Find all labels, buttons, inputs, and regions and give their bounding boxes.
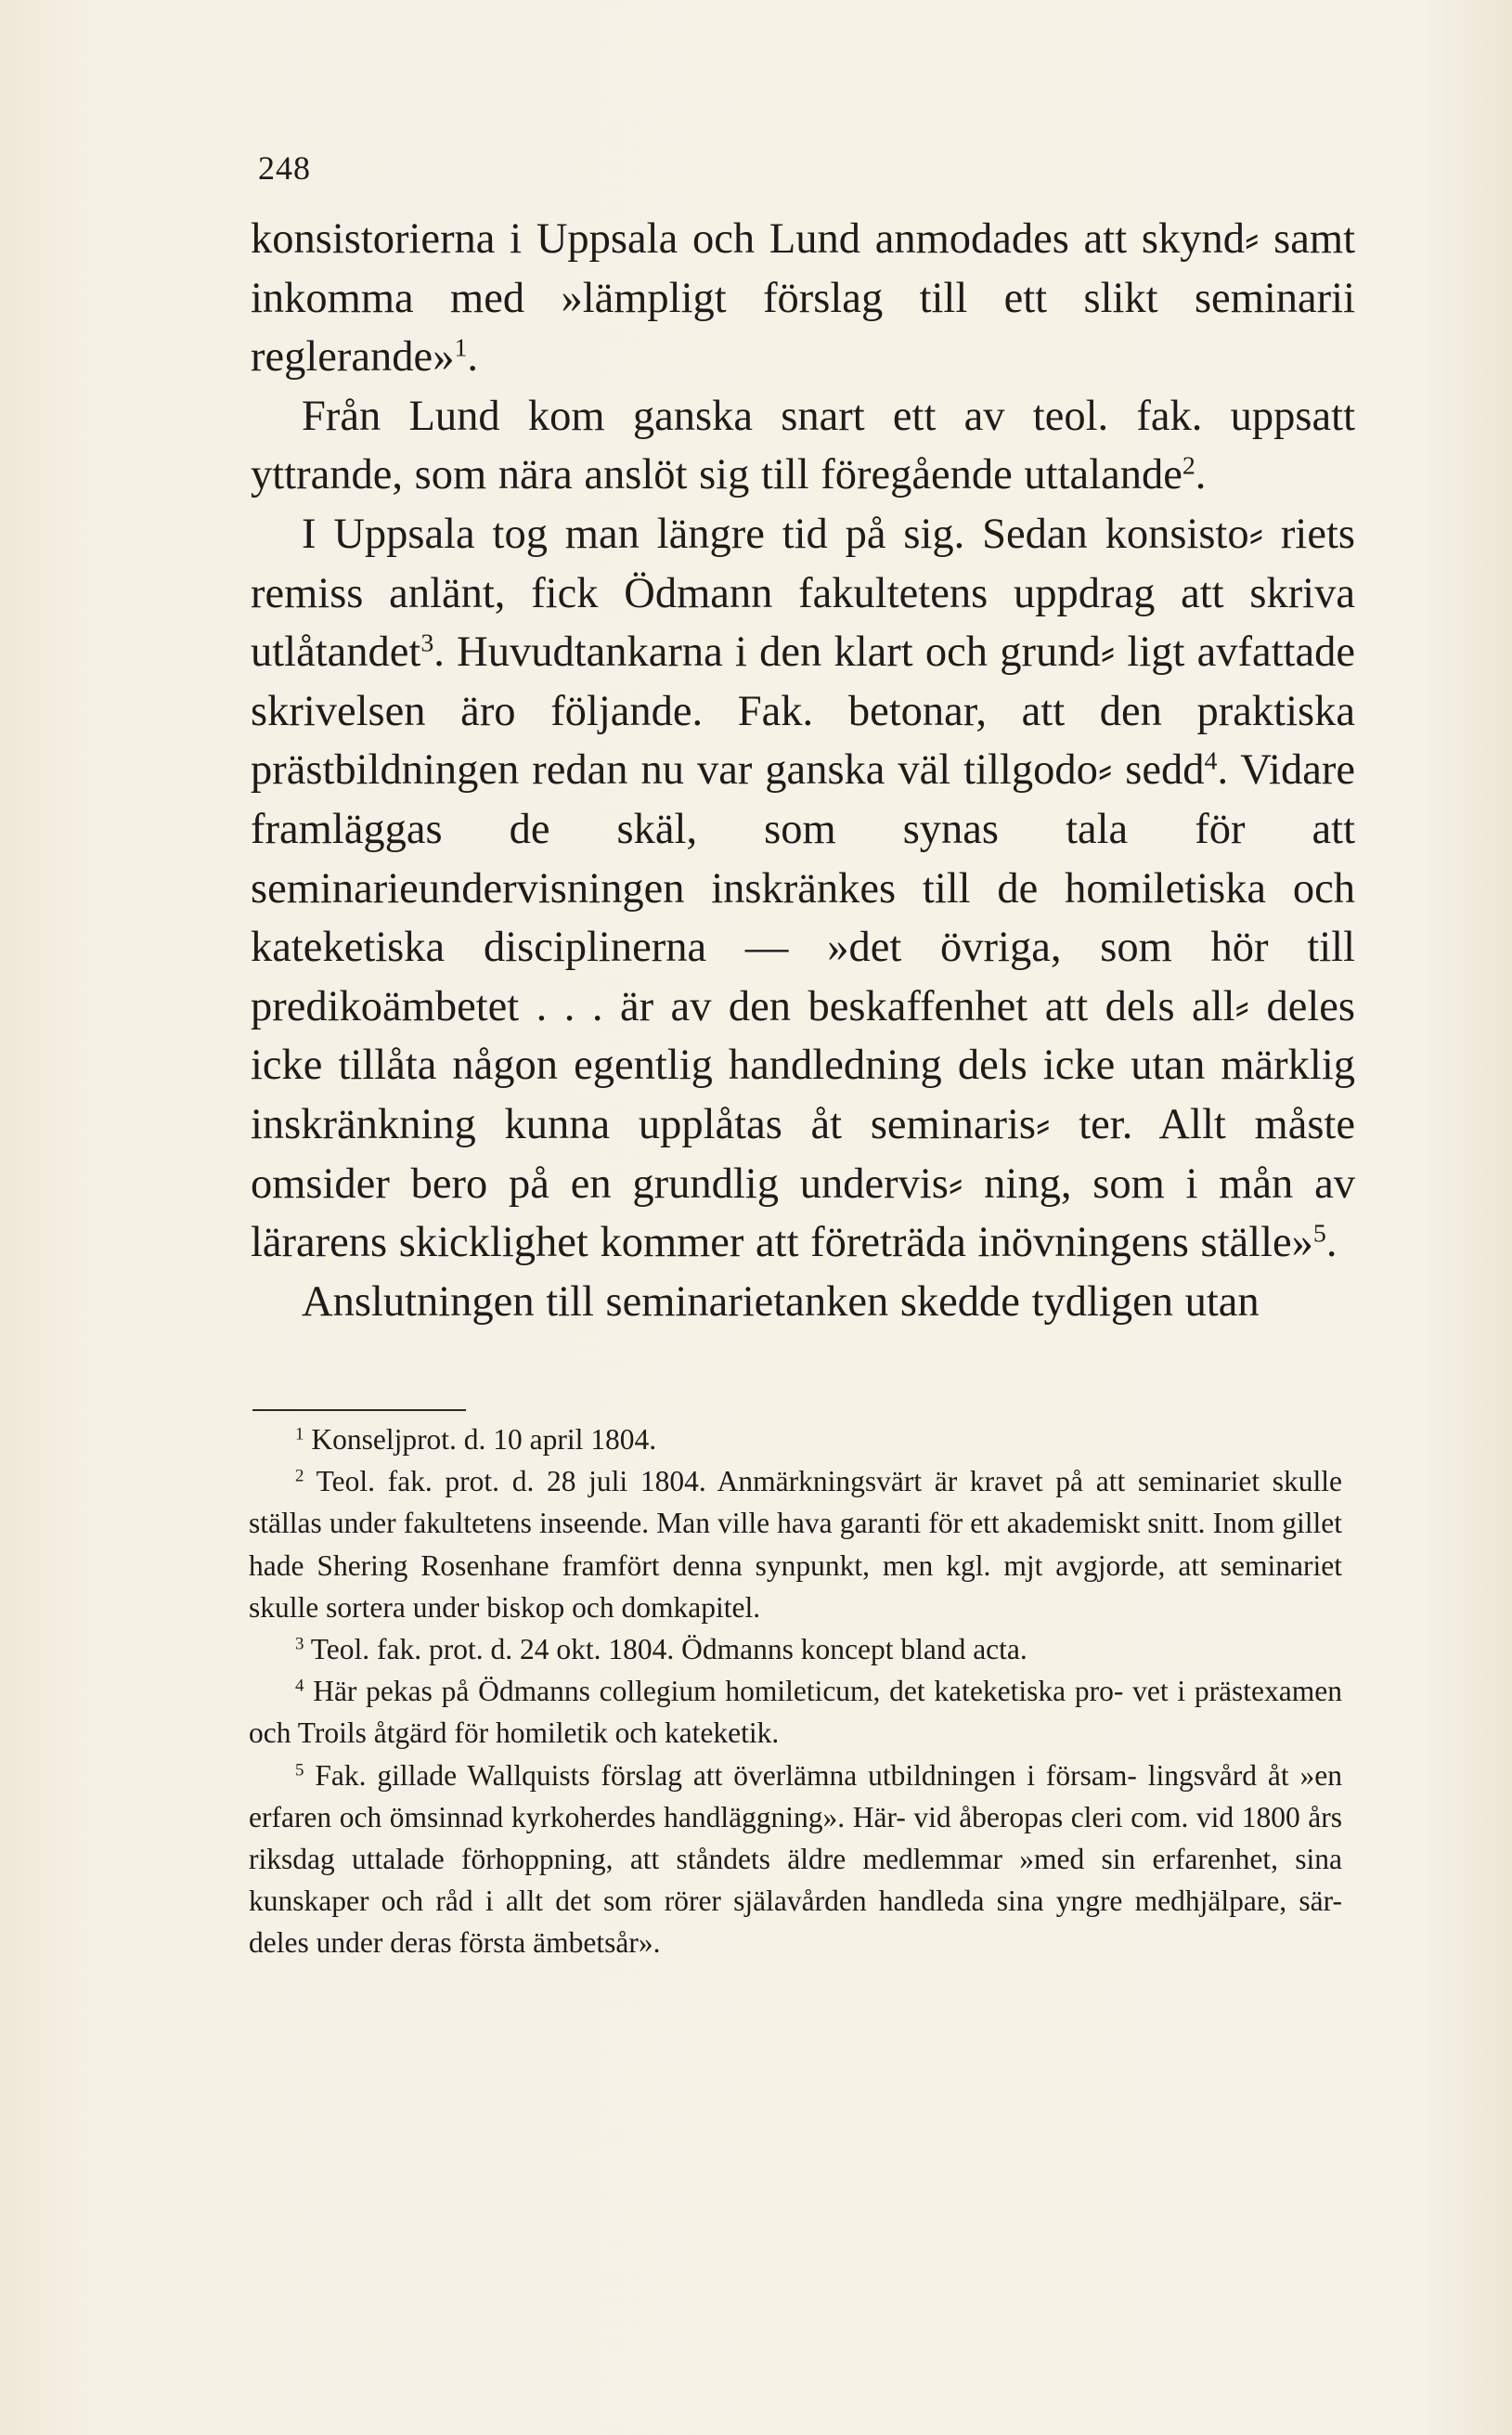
paragraph-tail: . (1325, 1219, 1338, 1267)
footnote-number: 4 (295, 1676, 304, 1696)
footnote-number: 2 (295, 1466, 304, 1486)
footnote-ref: 5 (1312, 1219, 1326, 1249)
page-number: 248 (258, 149, 311, 187)
footnote-2 (249, 1460, 1342, 1628)
footnote-1 (249, 1418, 1342, 1460)
paragraph-text: . Huvudtankarna i den klart och grund⸗ ligt avfattade skrivelsen äro följande. Fak. betonar, att den praktiska prästbildningen redan nu var ganska väl tillgodo⸗ sedd (251, 628, 1355, 795)
paragraph-text: . Vidare framläggas de skäl, som synas tala för att seminarieundervisningen inskränkes till de homiletiska och kateketiska disciplinerna — »det övriga, som hör till predikoämbetet . . . är av den beskaffenhet att dels all⸗ deles icke tillåta någon egentlig handledning dels icke utan märklig inskränkning kunna upplåtas åt seminaris⸗ ter. Allt måste omsider bero på en grundlig undervis⸗ ning, som i mån av lärarens skicklighet kommer att företräda inövningens ställe» (251, 746, 1355, 1267)
footnote-number: 3 (295, 1634, 304, 1654)
footnotes (249, 1418, 1342, 1964)
footnote-ref: 1 (454, 333, 468, 363)
footnote-5 (249, 1755, 1342, 1964)
footnote-3 (249, 1628, 1342, 1670)
footnote-number: 1 (295, 1424, 304, 1444)
paragraph-tail: . (467, 333, 479, 382)
footnote-4 (249, 1670, 1342, 1754)
footnote-ref: 2 (1182, 452, 1195, 482)
body-text (251, 210, 1355, 1331)
footnote-text: Här pekas på Ödmanns collegium homileticum, det kateketiska pro- vet i prästexamen och Troils åtgärd för homiletik och kateketik. (249, 1675, 1342, 1750)
paragraph-3 (251, 505, 1355, 1273)
paragraph-4 (251, 1273, 1355, 1332)
footnote-number: 5 (295, 1760, 304, 1781)
paragraph-text: Från Lund kom ganska snart ett av teol. fak. uppsatt yttrande, som nära anslöt sig till föregående uttalande (251, 392, 1355, 499)
footnote-text: Teol. fak. prot. d. 24 okt. 1804. Ödmanns koncept bland acta. (310, 1633, 1027, 1666)
paragraph-text: I Uppsala tog man längre tid på sig. Sedan konsisto⸗ riets remiss anlänt, fick Ödmann fakultetens uppdrag att skriva utlåtandet (251, 510, 1355, 677)
paragraph-text: konsistorierna i Uppsala och Lund anmodades att skynd⸗ samt inkomma med »lämpligt förslag till ett slikt seminarii reglerande» (251, 215, 1355, 382)
footnote-text: Konseljprot. d. 10 april 1804. (311, 1423, 657, 1456)
paragraph-2 (251, 387, 1355, 505)
paragraph-tail: . (1195, 451, 1207, 499)
footnote-text: Teol. fak. prot. d. 28 juli 1804. Anmärkningsvärt är kravet på att seminariet skulle ställas under fakultetens inseende. Man ville hava garanti för ett akademiskt snitt. Inom gillet hade Shering Rosenhane framfört denna synpunkt, men kgl. mjt avgjorde, att seminariet skulle sortera under biskop och domkapitel. (249, 1465, 1342, 1624)
paragraph-text: Anslutningen till seminarietanken skedde tydligen utan (302, 1277, 1260, 1326)
footnote-text: Fak. gillade Wallquists förslag att överlämna utbildningen i försam- lingsvård åt »en erfaren och ömsinnad kyrkoherdes handläggning». Här- vid åberopas cleri com. vid 1800 års riksdag uttalade förhoppning, att ståndets äldre medlemmar »med sin erfarenhet, sina kunskaper och råd i allt det som rörer själavården handleda sina yngre medhjälpare, sär- deles under deras första ämbetsår». (249, 1758, 1343, 1960)
footnote-ref: 4 (1204, 747, 1218, 776)
footnote-divider (252, 1409, 466, 1411)
footnote-ref: 3 (420, 628, 434, 658)
paragraph-1 (251, 210, 1355, 387)
